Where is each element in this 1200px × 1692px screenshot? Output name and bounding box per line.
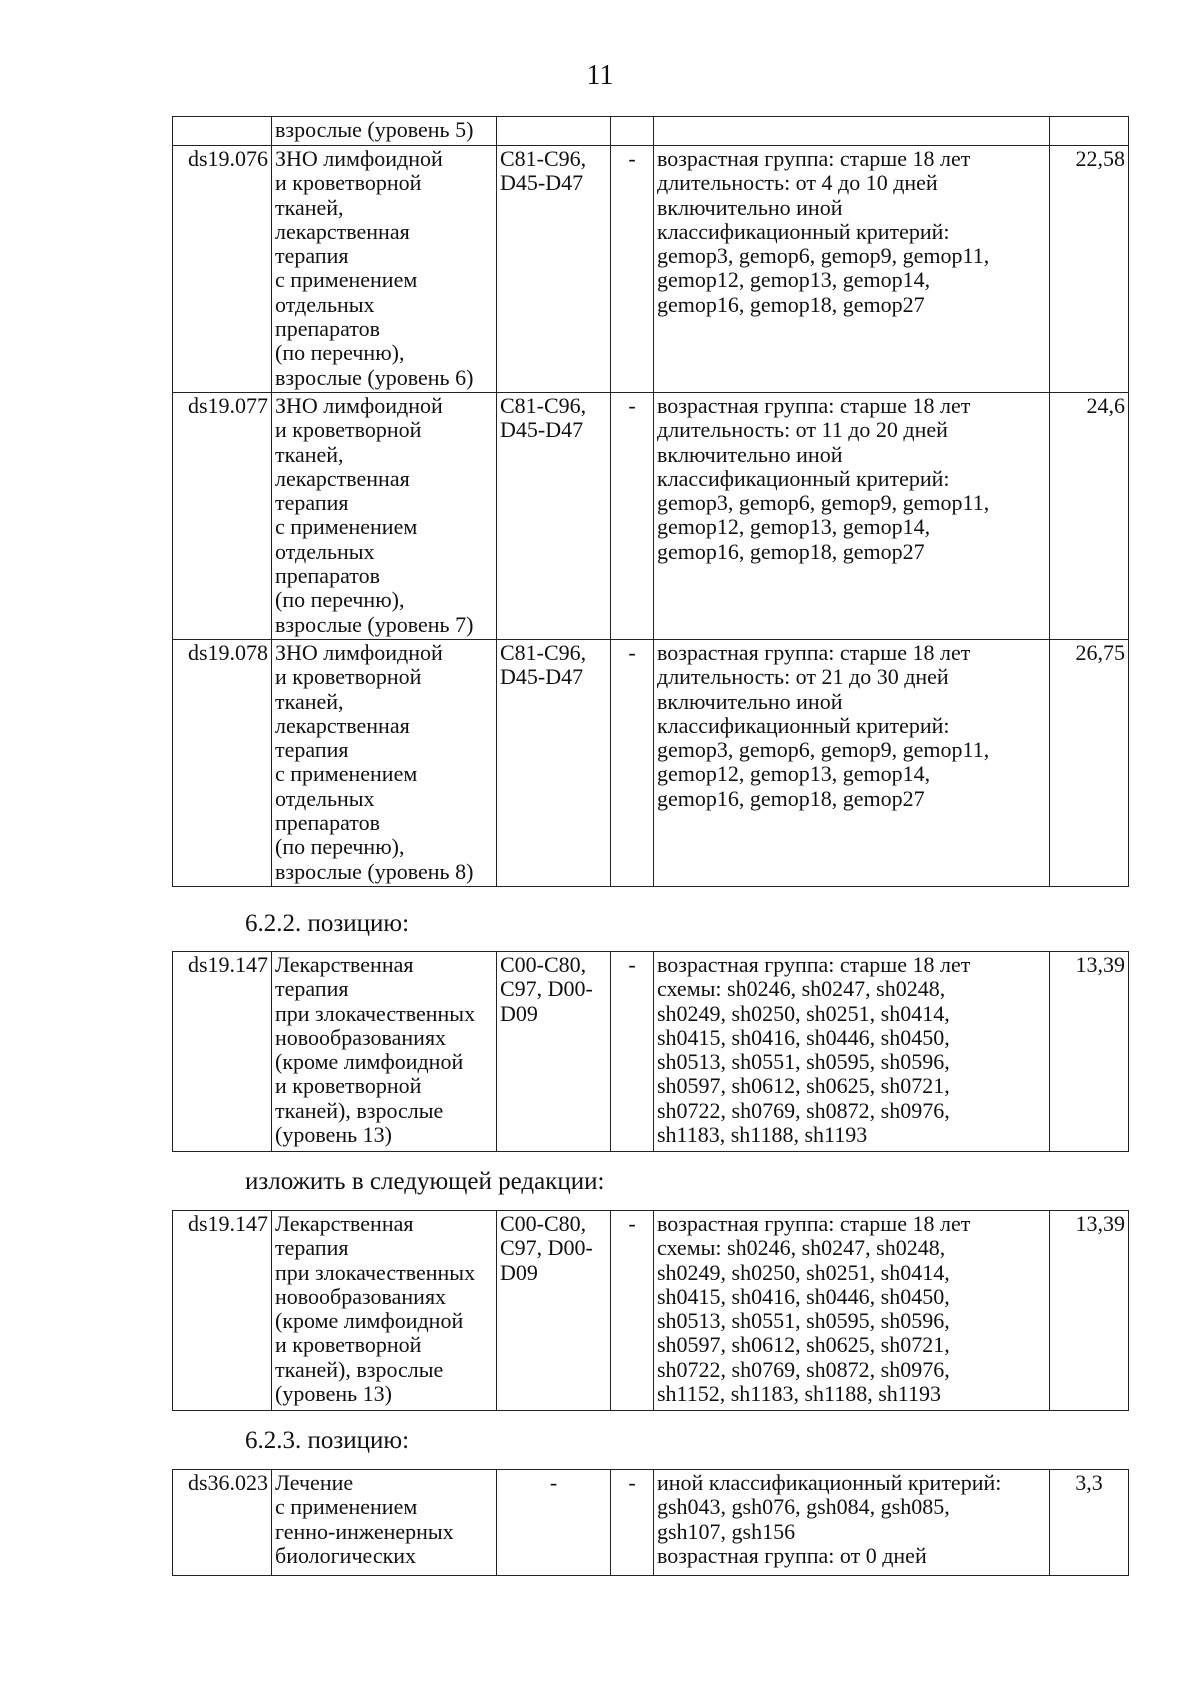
dash-cell: - [611, 146, 654, 393]
mkb-codes: C81-C96, D45-D47 [497, 393, 611, 640]
ksg-name: Лекарственная терапия при злокачественных новообразованиях (кроме лимфоидной и кроветворной тканей), взрослые (уровень 13) [272, 952, 497, 1152]
criteria: возрастная группа: старше 18 лет схемы: sh0246, sh0247, sh0248, sh0249, sh0250, sh0251, sh0414, sh0415, sh0416, sh0446, sh0450, sh0513, sh0551, sh0595, sh0596, sh0597, sh0612, sh0625, sh0721, sh0722, sh0769, sh0872, sh0976, sh1152, sh1183, sh1188, sh1193 [654, 1211, 1050, 1411]
dash-cell: - [611, 393, 654, 640]
ksg-code [173, 117, 272, 146]
ksg-code: ds19.078 [173, 640, 272, 887]
section-heading-622: 6.2.2. позицию: [245, 910, 410, 937]
ksg-code: ds19.147 [173, 952, 272, 1152]
table-row [173, 146, 1129, 393]
ksg-name: Лекарственная терапия при злокачественных новообразованиях (кроме лимфоидной и кроветворной тканей), взрослые (уровень 13) [272, 1211, 497, 1411]
dash-cell: - [611, 952, 654, 1152]
section-heading-623: 6.2.3. позицию: [245, 1427, 410, 1454]
coefficient: 13,39 [1050, 952, 1129, 1152]
criteria: возрастная группа: старше 18 лет длительность: от 11 до 20 дней включительно иной классификационный критерий: gemop3, gemop6, gemop9, gemop11, gemop12, gemop13, gemop14, gemop16, gemop18, gemop27 [654, 393, 1050, 640]
coefficient: 22,58 [1050, 146, 1129, 393]
criteria: возрастная группа: старше 18 лет длительность: от 4 до 10 дней включительно иной классификационный критерий: gemop3, gemop6, gemop9, gemop11, gemop12, gemop13, gemop14, gemop16, gemop18, gemop27 [654, 146, 1050, 393]
table-row [173, 1211, 1129, 1411]
ksg-name: ЗНО лимфоидной и кроветворной тканей, лекарственная терапия с применением отдельных препаратов (по перечню), взрослые (уровень 7) [272, 393, 497, 640]
tariff-table-new [172, 1210, 1129, 1411]
ksg-code: ds19.147 [173, 1211, 272, 1411]
table-row [173, 1470, 1129, 1576]
mkb-codes: C81-C96, D45-D47 [497, 640, 611, 887]
edit-instruction: изложить в следующей редакции: [245, 1168, 605, 1195]
ksg-code: ds19.077 [173, 393, 272, 640]
criteria: возрастная группа: старше 18 лет длительность: от 21 до 30 дней включительно иной классификационный критерий: gemop3, gemop6, gemop9, gemop11, gemop12, gemop13, gemop14, gemop16, gemop18, gemop27 [654, 640, 1050, 887]
tariff-table-gib [172, 1469, 1129, 1576]
mkb-codes [497, 117, 611, 146]
coefficient: 3,3 [1050, 1470, 1129, 1576]
dash-cell [611, 117, 654, 146]
criteria: возрастная группа: старше 18 лет схемы: sh0246, sh0247, sh0248, sh0249, sh0250, sh0251, sh0414, sh0415, sh0416, sh0446, sh0450, sh0513, sh0551, sh0595, sh0596, sh0597, sh0612, sh0625, sh0721, sh0722, sh0769, sh0872, sh0976, sh1183, sh1188, sh1193 [654, 952, 1050, 1152]
ksg-name: взрослые (уровень 5) [272, 117, 497, 146]
page-number: 11 [586, 60, 614, 91]
mkb-codes: C81-C96, D45-D47 [497, 146, 611, 393]
coefficient: 26,75 [1050, 640, 1129, 887]
tariff-table-old [172, 951, 1129, 1152]
coefficient [1050, 117, 1129, 146]
criteria [654, 117, 1050, 146]
mkb-codes: - [497, 1470, 611, 1576]
table-row [173, 393, 1129, 640]
ksg-name: Лечение с применением генно-инженерных биологических [272, 1470, 497, 1576]
table-row [173, 952, 1129, 1152]
mkb-codes: C00-C80, C97, D00- D09 [497, 1211, 611, 1411]
tariff-table-continued [172, 116, 1129, 887]
coefficient: 13,39 [1050, 1211, 1129, 1411]
ksg-code: ds36.023 [173, 1470, 272, 1576]
coefficient: 24,6 [1050, 393, 1129, 640]
dash-cell: - [611, 1211, 654, 1411]
ksg-name: ЗНО лимфоидной и кроветворной тканей, лекарственная терапия с применением отдельных препаратов (по перечню), взрослые (уровень 6) [272, 146, 497, 393]
table-row [173, 640, 1129, 887]
dash-cell: - [611, 1470, 654, 1576]
dash-cell: - [611, 640, 654, 887]
ksg-code: ds19.076 [173, 146, 272, 393]
mkb-codes: C00-C80, C97, D00- D09 [497, 952, 611, 1152]
table-row [173, 117, 1129, 146]
criteria: иной классификационный критерий: gsh043, gsh076, gsh084, gsh085, gsh107, gsh156 возрастная группа: от 0 дней [654, 1470, 1050, 1576]
ksg-name: ЗНО лимфоидной и кроветворной тканей, лекарственная терапия с применением отдельных препаратов (по перечню), взрослые (уровень 8) [272, 640, 497, 887]
